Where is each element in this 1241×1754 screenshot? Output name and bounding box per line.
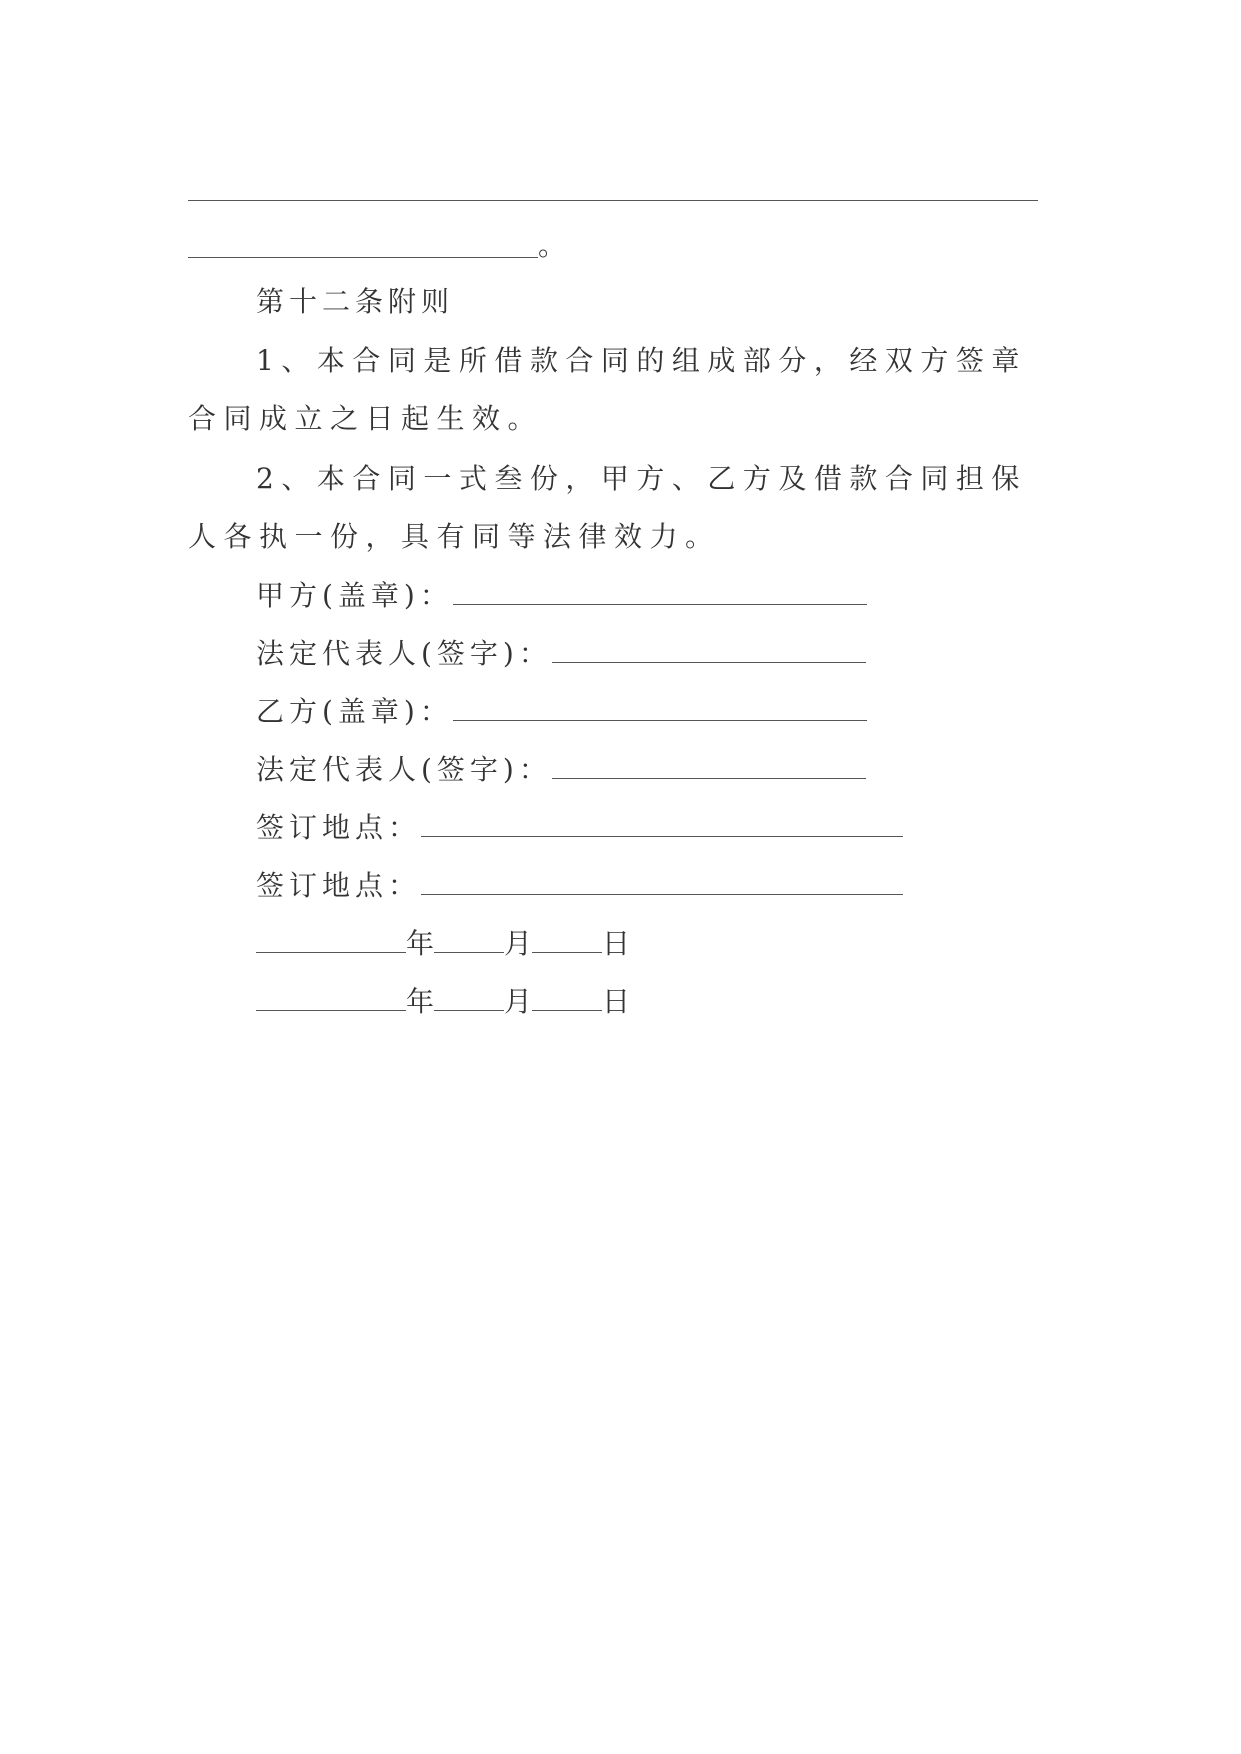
party-a-rep-label: 法定代表人(签字)：: [256, 637, 552, 670]
continuation-period: 。: [538, 229, 567, 262]
signing-place-label-2: 签订地点：: [256, 869, 422, 902]
party-a-rep-row: [256, 634, 866, 674]
party-a-rep-blank[interactable]: [552, 640, 866, 663]
day-blank-2[interactable]: [532, 988, 602, 1011]
party-a-seal-label: 甲方(盖章)：: [256, 579, 453, 612]
article-title: 第十二条附则: [256, 285, 455, 318]
year-blank-2[interactable]: [256, 988, 406, 1011]
signing-place-blank-2[interactable]: [421, 872, 903, 895]
signing-place-label-1: 签订地点：: [256, 811, 422, 844]
signing-place-blank-1[interactable]: [421, 814, 903, 837]
party-b-rep-label: 法定代表人(签字)：: [256, 753, 552, 786]
clause-1: 1、本合同是所借款合同的组成部分，经双方签章合同成立之日起生效。: [188, 344, 1027, 435]
signing-place-row-1: [256, 808, 903, 848]
year-blank-1[interactable]: [256, 930, 406, 953]
month-blank-2[interactable]: [434, 988, 504, 1011]
continuation-blank-line-2: [188, 257, 538, 258]
year-label-1: 年: [406, 927, 435, 960]
continuation-blank-line-1: [188, 200, 1038, 201]
party-b-seal-row: [256, 692, 867, 732]
date-row-1: [256, 924, 630, 964]
day-blank-1[interactable]: [532, 930, 602, 953]
day-label-1: 日: [602, 927, 631, 960]
clause-2: 2、本合同一式叁份，甲方、乙方及借款合同担保人各执一份，具有同等法律效力。: [188, 462, 1027, 553]
day-label-2: 日: [602, 985, 631, 1018]
month-blank-1[interactable]: [434, 930, 504, 953]
party-b-rep-row: [256, 750, 866, 790]
signing-place-row-2: [256, 866, 903, 906]
date-row-2: [256, 982, 630, 1022]
party-b-seal-label: 乙方(盖章)：: [256, 695, 453, 728]
party-b-rep-blank[interactable]: [552, 756, 866, 779]
party-a-seal-blank[interactable]: [453, 582, 867, 605]
party-a-seal-row: [256, 576, 867, 616]
month-label-2: 月: [504, 985, 533, 1018]
month-label-1: 月: [504, 927, 533, 960]
party-b-seal-blank[interactable]: [453, 698, 867, 721]
year-label-2: 年: [406, 985, 435, 1018]
